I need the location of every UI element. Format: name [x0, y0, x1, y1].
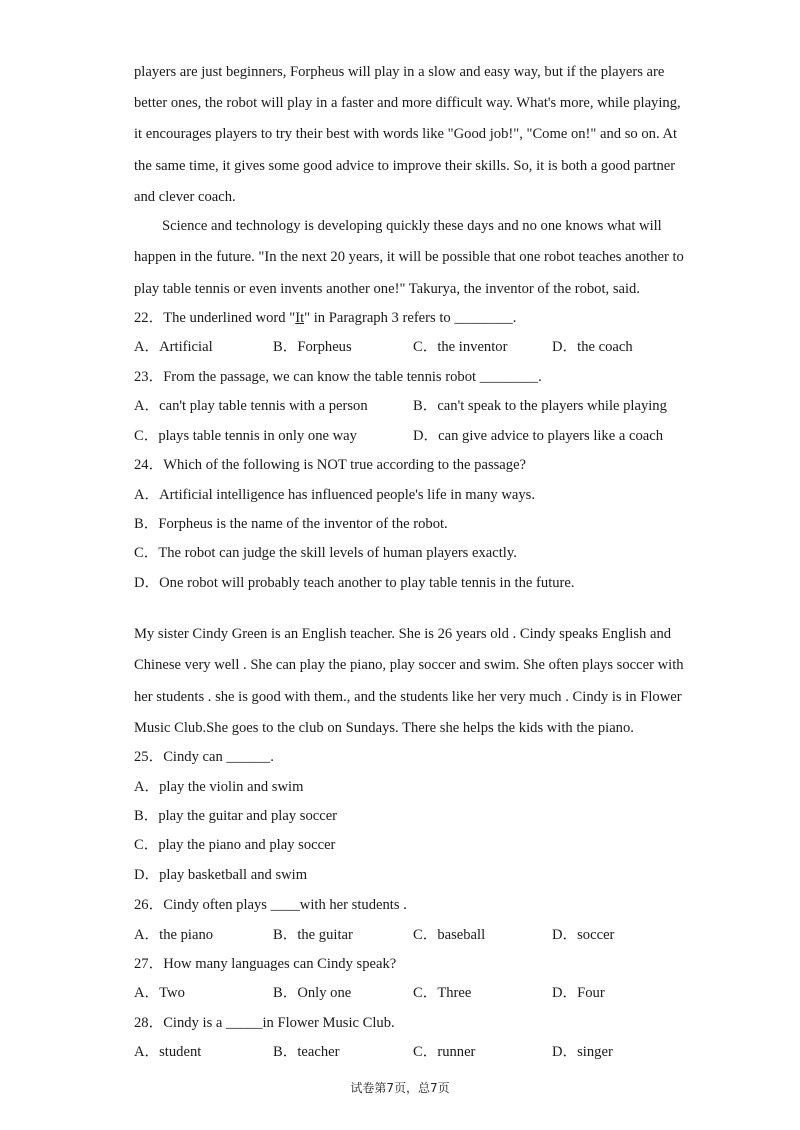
option-a[interactable]: A．play the violin and swim [134, 779, 304, 795]
option-d[interactable]: D．One robot will probably teach another to play table tennis in the future. [134, 575, 575, 591]
passage-line: play table tennis or even invents another one!" Takurya, the inventor of the robot, said. [134, 281, 640, 297]
option-b[interactable]: B．Forpheus [273, 339, 352, 355]
passage-line: her students . she is good with them., and the students like her very much . Cindy is in Flower [134, 689, 682, 705]
option-b[interactable]: B．teacher [273, 1044, 340, 1060]
question-number: 22． [134, 310, 164, 326]
option-d[interactable]: D．singer [552, 1044, 613, 1060]
option-b[interactable]: B．can't speak to the players while playing [413, 398, 667, 414]
passage-line: players are just beginners, Forpheus will play in a slow and easy way, but if the players are [134, 64, 665, 80]
stem-text: " in Paragraph 3 refers to ________. [304, 310, 517, 326]
option-d[interactable]: D．can give advice to players like a coach [413, 428, 664, 444]
option-a[interactable]: A．can't play table tennis with a person [134, 398, 368, 414]
option-c[interactable]: C．runner [413, 1044, 476, 1060]
option-c[interactable]: C．play the piano and play soccer [134, 837, 336, 853]
option-a[interactable]: A．Artificial [134, 339, 213, 355]
option-a[interactable]: A．student [134, 1044, 202, 1060]
option-d[interactable]: D．play basketball and swim [134, 867, 308, 883]
option-a[interactable]: A．the piano [134, 927, 214, 943]
option-d[interactable]: D．Four [552, 985, 605, 1001]
passage-line: Science and technology is developing quickly these days and no one knows what will [162, 218, 662, 234]
underlined-word: It [295, 310, 305, 326]
option-c[interactable]: C．the inventor [413, 339, 508, 355]
option-a[interactable]: A．Artificial intelligence has influenced people's life in many ways. [134, 487, 535, 503]
question-26-stem: 26．Cindy often plays ____with her students . [134, 897, 407, 913]
option-a[interactable]: A．Two [134, 985, 185, 1001]
question-23-stem: 23．From the passage, we can know the table tennis robot ________. [134, 369, 542, 385]
option-c[interactable]: C．Three [413, 985, 472, 1001]
question-25-stem: 25．Cindy can ______. [134, 749, 274, 765]
option-b[interactable]: B．the guitar [273, 927, 353, 943]
option-c[interactable]: C．The robot can judge the skill levels of human players exactly. [134, 545, 517, 561]
passage-line: My sister Cindy Green is an English teacher. She is 26 years old . Cindy speaks English and [134, 626, 672, 642]
option-d[interactable]: D．soccer [552, 927, 615, 943]
option-d[interactable]: D．the coach [552, 339, 633, 355]
stem-text: The underlined word " [163, 310, 296, 326]
option-c[interactable]: C．plays table tennis in only one way [134, 428, 357, 444]
passage-line: it encourages players to try their best with words like "Good job!", "Come on!" and so on. At [134, 126, 678, 142]
passage-line: the same time, it gives some good advice to improve their skills. So, it is both a good partner [134, 158, 676, 174]
option-b[interactable]: B．Only one [273, 985, 352, 1001]
passage-line: and clever coach. [134, 189, 236, 205]
option-b[interactable]: B．play the guitar and play soccer [134, 808, 338, 824]
option-b[interactable]: B．Forpheus is the name of the inventor of the robot. [134, 516, 448, 532]
question-27-stem: 27．How many languages can Cindy speak? [134, 956, 397, 972]
passage-line: happen in the future. "In the next 20 years, it will be possible that one robot teaches another to [134, 249, 684, 265]
page-footer: 试卷第7页，总7页 [350, 1081, 450, 1095]
passage-line: better ones, the robot will play in a faster and more difficult way. What's more, while playing, [134, 95, 681, 111]
passage-line: Music Club.She goes to the club on Sundays. There she helps the kids with the piano. [134, 720, 634, 736]
question-28-stem: 28．Cindy is a _____in Flower Music Club. [134, 1015, 395, 1031]
passage-line: Chinese very well . She can play the piano, play soccer and swim. She often plays soccer with [134, 657, 684, 673]
question-22-stem [134, 308, 674, 328]
option-c[interactable]: C．baseball [413, 927, 486, 943]
question-24-stem: 24．Which of the following is NOT true according to the passage? [134, 457, 527, 473]
